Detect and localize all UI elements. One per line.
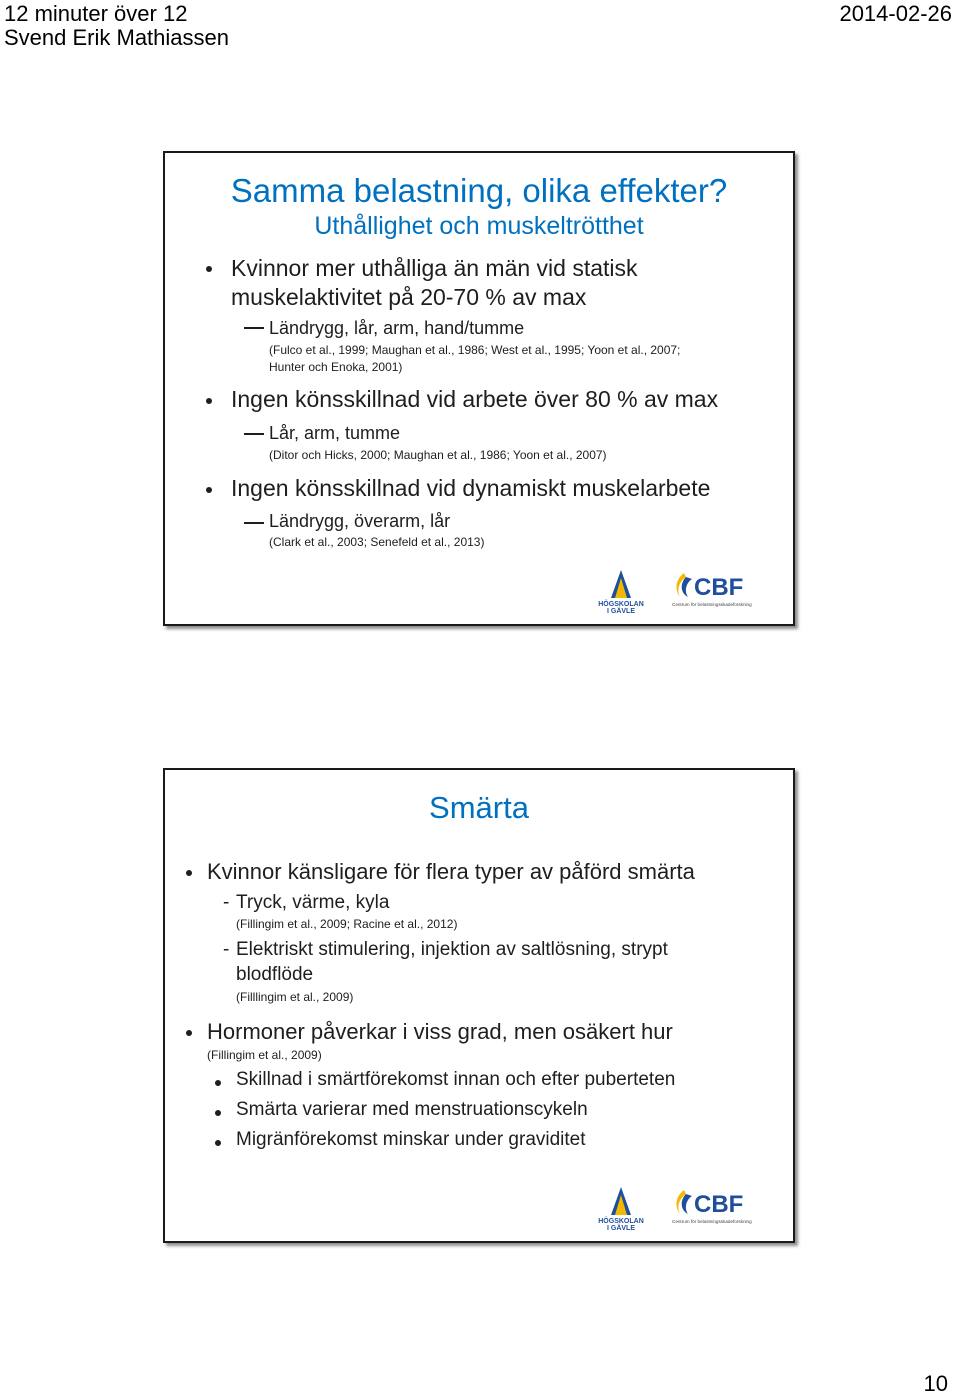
- dash-icon: [244, 327, 264, 329]
- slide-1-sub-3: Ländrygg, överarm, lår: [269, 511, 451, 531]
- slide-2-sub-1: Tryck, värme, kyla: [236, 892, 390, 913]
- dash-icon: -: [223, 892, 230, 913]
- bullet-icon: [206, 487, 212, 493]
- cbf-logo: [670, 1186, 760, 1226]
- slide-1-bullet-3: Ingen könsskillnad vid dynamiskt muskelarbete: [231, 475, 711, 501]
- doc-date: 2014-02-26: [839, 1, 952, 26]
- dash-icon: [244, 433, 264, 435]
- doc-author: Svend Erik Mathiassen: [4, 25, 229, 50]
- slide-2-ref-2: (Filllingim et al., 2009): [236, 990, 354, 1004]
- hig-logo-line-2: I GÄVLE: [606, 1225, 636, 1231]
- slide-2-sub-2-line-2: blodflöde: [236, 964, 314, 985]
- page-number: 10: [923, 1371, 948, 1396]
- slide-2-bullet-1: Kvinnor känsligare för flera typer av påförd smärta: [207, 859, 695, 884]
- slide-1-subtitle: Uthållighet och muskeltrötthet: [314, 212, 644, 240]
- slide-2-ref-3: (Fillingim et al., 2009): [207, 1048, 322, 1062]
- hig-logo-line-1: HÖGSKOLAN: [598, 1218, 644, 1225]
- slide-2-sub-3: Skillnad i smärtförekomst innan och efter puberteten: [236, 1069, 676, 1090]
- hogskolan-i-gavle-logo: [595, 1185, 647, 1231]
- slide-2-ref-1: (Fillingim et al., 2009; Racine et al., 2012): [236, 917, 458, 931]
- dash-icon: [244, 522, 264, 524]
- bullet-icon: [206, 266, 212, 272]
- cbf-logo-tagline: Centrum för belastningsskadeforskning: [672, 1219, 752, 1224]
- slide-1-bullet-2: Ingen könsskillnad vid arbete över 80 % av max: [231, 386, 719, 412]
- bullet-icon: [215, 1080, 221, 1086]
- slide-2-sub-5: Migränförekomst minskar under graviditet: [236, 1129, 586, 1150]
- slide-2-title: Smärta: [429, 790, 529, 825]
- slide-1-bullet-1-line-1: Kvinnor mer uthålliga än män vid statisk: [231, 255, 638, 281]
- cbf-logo-text: CBF: [694, 1191, 744, 1218]
- bullet-icon: [186, 1030, 192, 1036]
- cbf-logo-tagline: Centrum för belastningsskadeforskning: [672, 602, 752, 607]
- bullet-icon: [215, 1140, 221, 1146]
- cbf-logo-text: CBF: [694, 574, 744, 601]
- hig-logo-line-2: I GÄVLE: [606, 608, 636, 614]
- bullet-icon: [206, 398, 212, 404]
- slide-2-sub-4: Smärta varierar med menstruationscykeln: [236, 1099, 588, 1120]
- slide-2-sub-2-line-1: Elektriskt stimulering, injektion av saltlösning, strypt: [236, 939, 668, 960]
- slide-1-title: Samma belastning, olika effekter?: [230, 172, 728, 209]
- slide-2: [163, 768, 795, 1243]
- cbf-logo: [670, 569, 760, 609]
- slide-1-ref-3: (Clark et al., 2003; Senefeld et al., 2013): [269, 535, 485, 549]
- bullet-icon: [186, 870, 192, 876]
- slide-1-sub-2: Lår, arm, tumme: [269, 423, 401, 443]
- slide-1-sub-1: Ländrygg, lår, arm, hand/tumme: [269, 318, 525, 338]
- slide-1-ref-2: (Ditor och Hicks, 2000; Maughan et al., 1986; Yoon et al., 2007): [269, 448, 607, 462]
- slide-1: [163, 151, 795, 626]
- slide-1-bullet-1-line-2: muskelaktivitet på 20-70 % av max: [231, 284, 587, 310]
- slide-1-ref-1-line-2: Hunter och Enoka, 2001): [269, 360, 403, 374]
- doc-title: 12 minuter över 12: [4, 1, 188, 26]
- dash-icon: -: [223, 939, 230, 960]
- slide-2-bullet-2: Hormoner påverkar i viss grad, men osäkert hur: [207, 1019, 673, 1044]
- bullet-icon: [215, 1110, 221, 1116]
- hogskolan-i-gavle-logo: [595, 568, 647, 614]
- slide-1-ref-1-line-1: (Fulco et al., 1999; Maughan et al., 1986; West et al., 1995; Yoon et al., 2007;: [269, 343, 681, 357]
- hig-logo-line-1: HÖGSKOLAN: [598, 601, 644, 608]
